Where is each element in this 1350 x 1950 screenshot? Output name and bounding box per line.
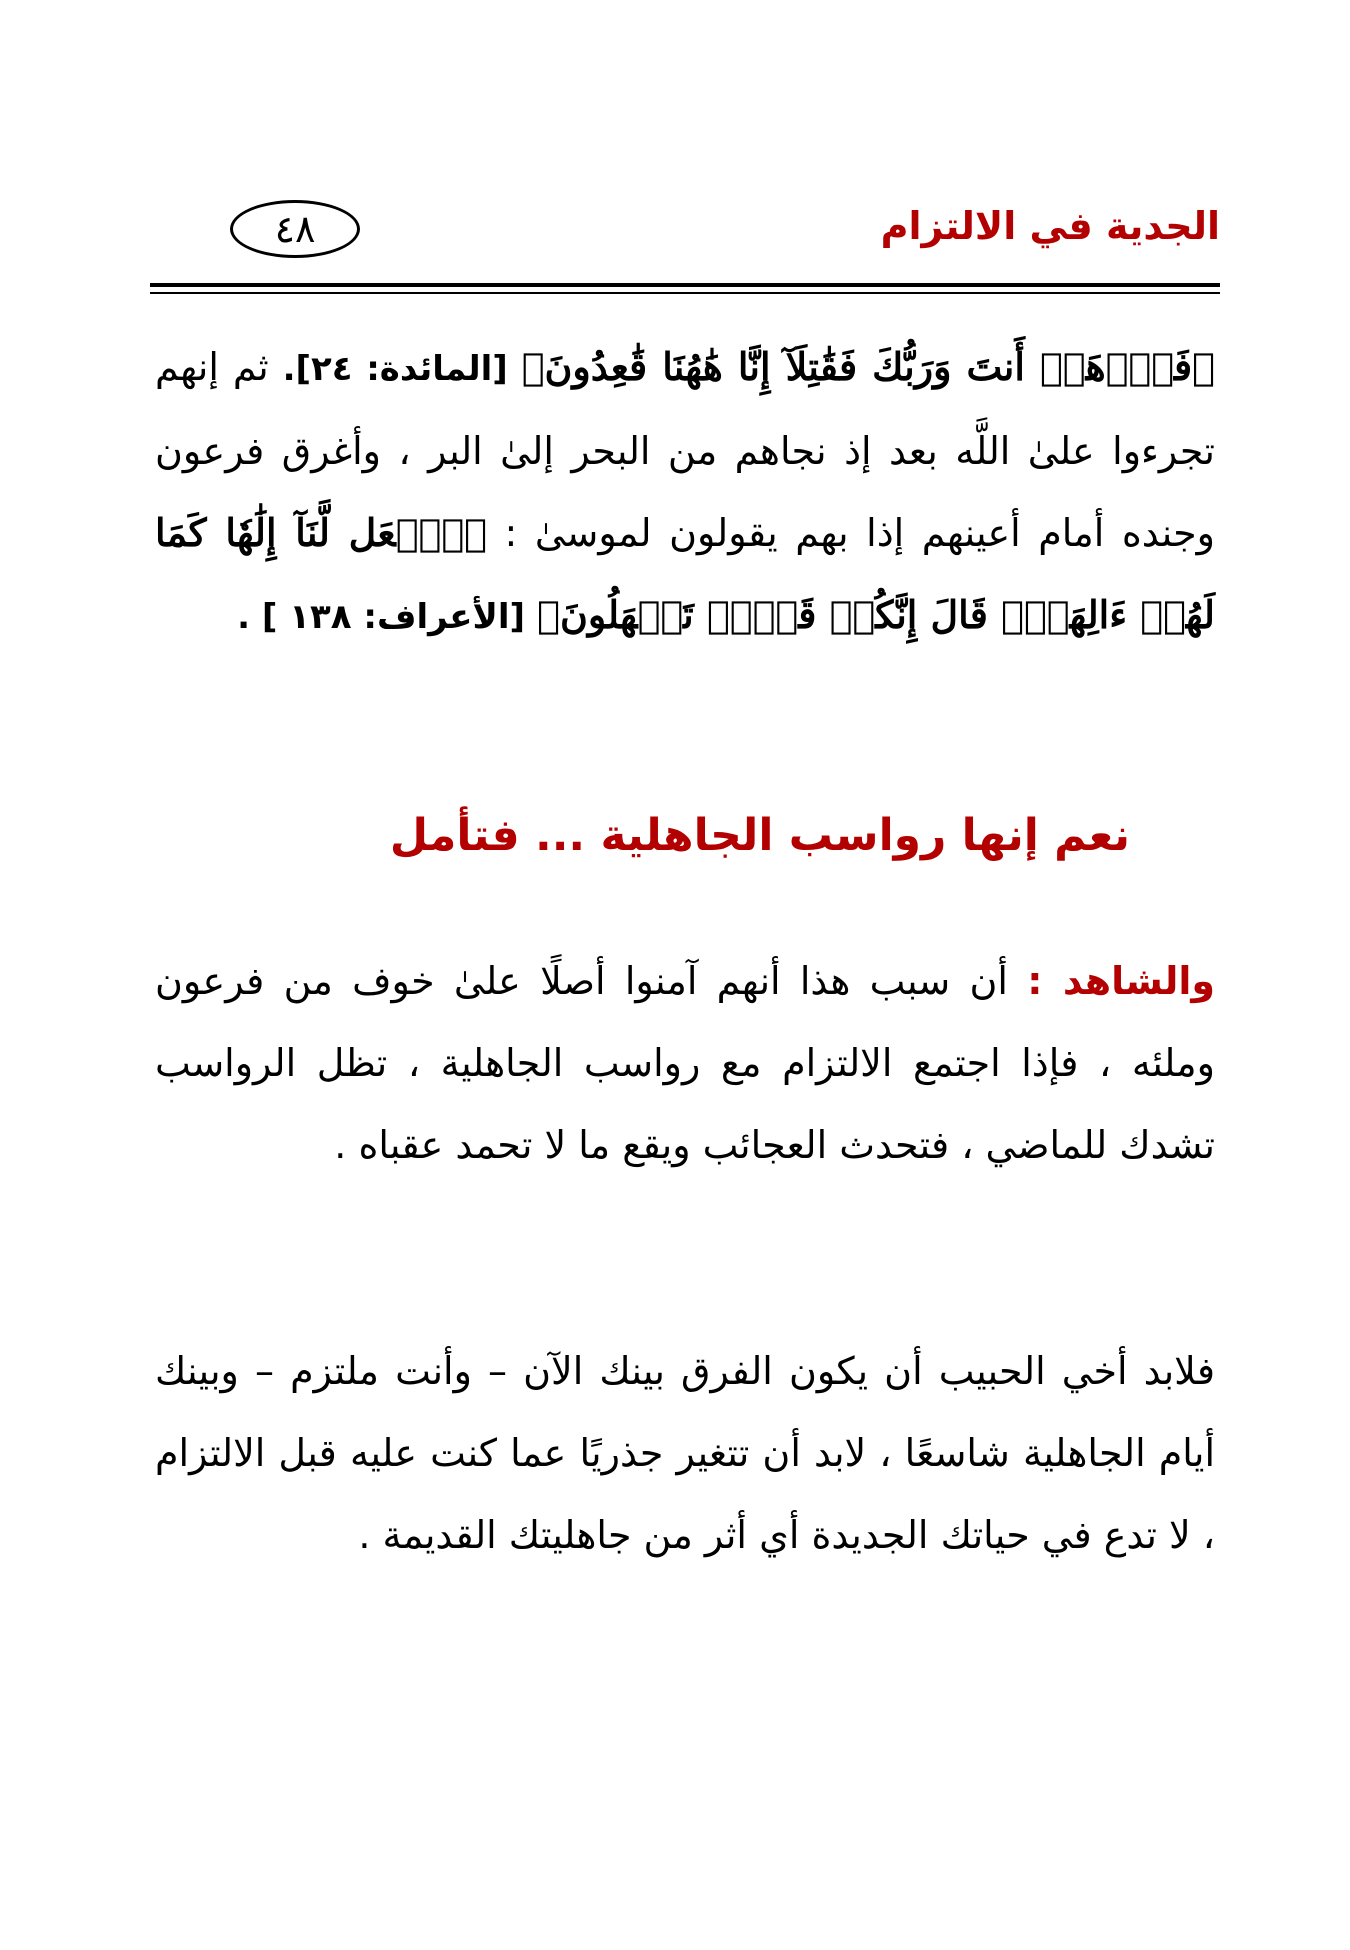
running-title: الجدية في الالتزام bbox=[880, 204, 1220, 248]
quran-verse-2: ﴿ٱجۡعَل لَّنَآ إِلَٰهٗا كَمَا لَهُمۡ ءَالِهَةٞۚ قَالَ إِنَّكُمۡ قَوۡمٞ تَجۡهَلُونَ﴾ bbox=[155, 510, 1215, 637]
paragraph-2 bbox=[155, 940, 1215, 1186]
section-subheading: نعم إنها رواسب الجاهلية ... فتأمل bbox=[389, 810, 1130, 861]
paragraph-3-text: فلابد أخي الحبيب أن يكون الفرق بينك الآن – وأنت ملتزم – وبينك أيام الجاهلية شاسعًا ، لابد أن تتغير جذريًا عما كنت عليه قبل الالتزام ، لا تدع في حياتك الجديدة أي أثر من جاهليتك القديمة . bbox=[155, 1349, 1215, 1557]
header-rule-thin bbox=[150, 292, 1220, 294]
verse-reference-1: [المائدة: ٢٤]. bbox=[282, 349, 508, 389]
paragraph-1 bbox=[155, 326, 1215, 658]
verse-reference-2: [الأعراف: ١٣٨ ] . bbox=[237, 597, 526, 637]
shahid-label: والشاهد : bbox=[1027, 959, 1215, 1003]
paragraph-1-text: ثم إنهم تجرءوا علىٰ اللَّه بعد إذ نجاهم من البحر إلىٰ البر ، وأغرق فرعون وجنده أمام أعينهم إذا بهم يقولون لموسىٰ : bbox=[155, 345, 1215, 555]
page-header bbox=[150, 196, 1220, 276]
paragraph-3 bbox=[155, 1330, 1215, 1576]
header-rule-thick bbox=[150, 283, 1220, 287]
page-number-badge: ٤٨ bbox=[230, 200, 360, 258]
quran-verse-1: ﴿فَٱذۡهَبۡ أَنتَ وَرَبُّكَ فَقَٰتِلَآ إِنَّا هَٰهُنَا قَٰعِدُونَ﴾ bbox=[521, 344, 1215, 389]
paragraph-2-text: أن سبب هذا أنهم آمنوا أصلًا علىٰ خوف من فرعون وملئه ، فإذا اجتمع الالتزام مع رواسب الجاهلية ، تظل الرواسب تشدك للماضي ، فتحدث العجائب ويقع ما لا تحمد عقباه . bbox=[155, 959, 1215, 1167]
